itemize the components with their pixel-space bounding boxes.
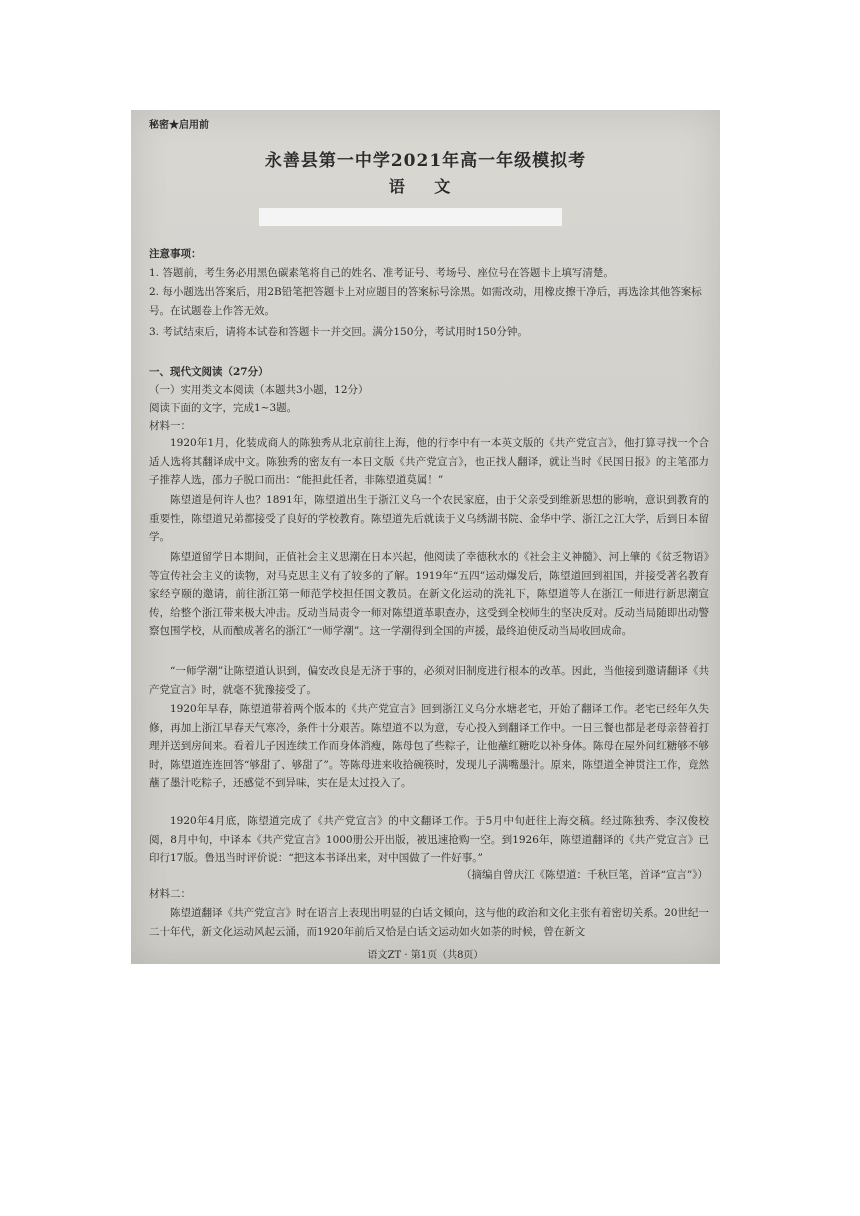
paragraph: 陈望道留学日本期间，正值社会主义思潮在日本兴起，他阅读了幸德秋水的《社会主义神髓》、河上肇的《贫乏物语》等宣传社会主义的读物，对马克思主义有了较多的了解。1919年“五四”运动爆发后，陈望道回到祖国，并接受著名教育家经亨颐的邀请，前往浙江第一师范学校担任国文教员。在新文化运动的洗礼下，陈望道等人在浙江一师进行新思潮宣传，给整个浙江带来极大冲击。反动当局责令一师对陈望道革职查办，这受到全校师生的坚决反对。反动当局随即出动警察包围学校，从而酿成著名的浙江“一师学潮”。这一学潮得到全国的声援，最终迫使反动当局收回成命。 (149, 551, 709, 638)
subsection-heading: （一）实用类文本阅读（本题共3小题，12分） (149, 384, 369, 396)
source-citation: （摘编自曾庆江《陈望道：千秋巨笔，首译“宣言”》） (461, 869, 708, 881)
paragraph: 1920年1月，化装成商人的陈独秀从北京前往上海，他的行李中有一本英文版的《共产党宣言》，他打算寻找一个合适人选将其翻译成中文。陈独秀的密友有一本日文版《共产党宣言》，也正找人翻译，就让当时《民国日报》的主笔邵力子推荐人选，邵力子脱口而出：“能担此任者，非陈望道莫属！” (149, 437, 709, 487)
secret-mark: 秘密★启用前 (149, 120, 209, 131)
notes-heading: 注意事项： (149, 248, 202, 260)
paragraph: “一师学潮”让陈望道认识到，偏安改良是无济于事的，必须对旧制度进行根本的改革。因此，当他接到邀请翻译《共产党宣言》时，就毫不犹豫接受了。 (149, 665, 709, 696)
note-item: 2. 每小题选出答案后，用2B铅笔把答题卡上对应题目的答案标号涂黑。如需改动，用橡皮擦干净后，再选涂其他答案标号。在试题卷上作答无效。 (149, 286, 702, 317)
paragraph: 1920年4月底，陈望道完成了《共产党宣言》的中文翻译工作。于5月中旬赶往上海交稿。经过陈独秀、李汉俊校阅，8月中旬，中译本《共产党宣言》1000册公开出版，被迅速抢购一空。到1926年，陈望道翻译的《共产党宣言》已印行17版。鲁迅当时评价说：“把这本书译出来，对中国做了一件好事。” (149, 815, 709, 865)
instruction: 阅读下面的文字，完成1~3题。 (149, 402, 298, 414)
material-label: 材料一： (149, 420, 191, 432)
note-item: 3. 考试结束后，请将本试卷和答题卡一并交回。满分150分，考试用时150分钟。 (149, 326, 528, 338)
section-heading: 一、现代文阅读（27分） (149, 366, 269, 378)
document-photo (131, 110, 720, 964)
paragraph: 陈望道翻译《共产党宣言》时在语言上表现出明显的白话文倾向，这与他的政治和文化主张有着密切关系。20世纪一二十年代，新文化运动风起云涌，而1920年前后又恰是白话文运动如火如荼的时候，曾在新文 (149, 907, 709, 938)
paragraph: 1920年早春，陈望道带着两个版本的《共产党宣言》回到浙江义乌分水塘老宅，开始了翻译工作。老宅已经年久失修，再加上浙江早春天气寒冷，条件十分艰苦。陈望道不以为意，专心投入到翻译工作中。一日三餐也都是老母亲替着打理并送到房间来。看着儿子因连续工作而身体消瘦，陈母包了些粽子，让他蘸红糖吃以补身体。陈母在屋外问红糖够不够时，陈望道连连回答“够甜了、够甜了”。等陈母进来收拾碗筷时，发现儿子满嘴墨汁。原来，陈望道全神贯注工作，竟然蘸了墨汁吃粽子，还感觉不到异味，实在是太过投入了。 (149, 703, 709, 790)
page-footer: 语文ZT · 第1页（共8页） (367, 950, 484, 961)
material-label: 材料二： (149, 888, 191, 900)
note-item: 1. 答题前，考生务必用黑色碳素笔将自己的姓名、准考证号、考场号、座位号在答题卡上填写清楚。 (149, 267, 614, 279)
subject-title: 语 文 (388, 177, 463, 196)
exam-title: 永善县第一中学2021年高一年级模拟考 (264, 151, 587, 171)
redacted-area (259, 208, 562, 226)
paragraph: 陈望道是何许人也？1891年，陈望道出生于浙江义乌一个农民家庭，由于父亲受到维新思想的影响，意识到教育的重要性，陈望道兄弟都接受了良好的学校教育。陈望道先后就读于义乌绣湖书院、金华中学、浙江之江大学，后到日本留学。 (149, 494, 709, 544)
